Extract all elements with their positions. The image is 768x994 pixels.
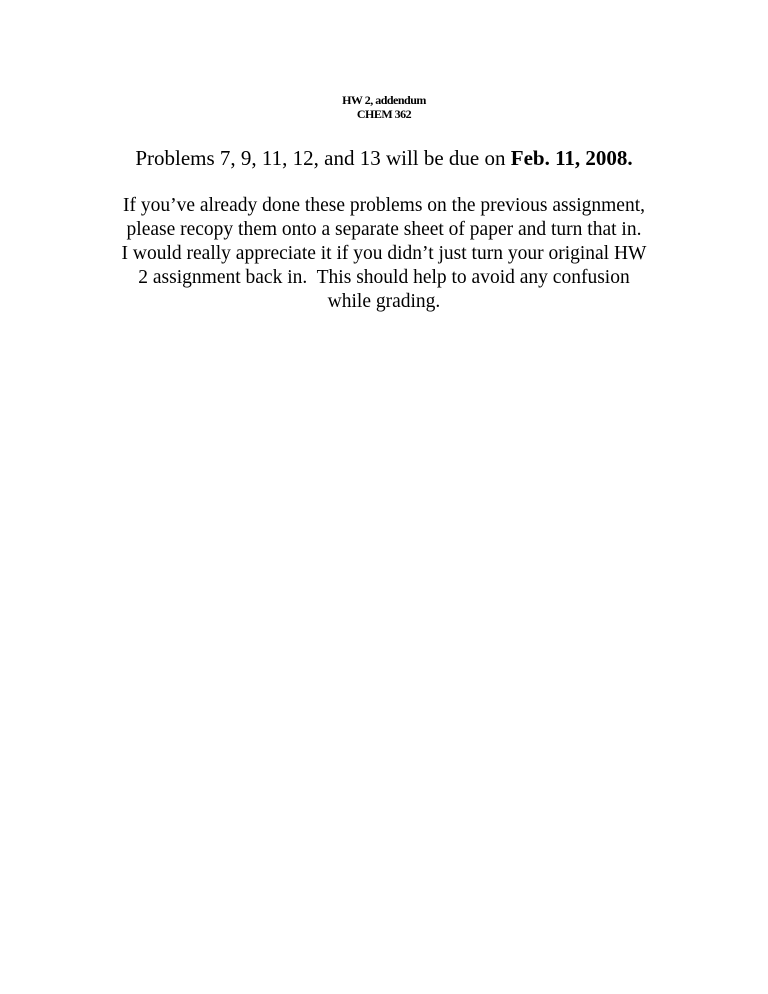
due-notice-text: Problems 7, 9, 11, 12, and 13 will be due on (135, 146, 511, 170)
instructions-paragraph (100, 194, 668, 314)
instructions-line: please recopy them onto a separate sheet of paper and turn that in. (126, 219, 642, 240)
due-date: Feb. 11, 2008. (510, 146, 633, 170)
instructions-line: 2 assignment back in. This should help to avoid any confusion (138, 267, 630, 288)
assignment-title: HW 2, addendum (342, 93, 426, 107)
instructions-line: while grading. (327, 291, 441, 312)
document-header (0, 93, 768, 121)
instructions-line: I would really appreciate it if you didn’t just turn your original HW (121, 243, 647, 264)
course-code: CHEM 362 (356, 107, 412, 121)
due-notice (0, 146, 768, 170)
instructions-line: If you’ve already done these problems on the previous assignment, (122, 195, 646, 216)
